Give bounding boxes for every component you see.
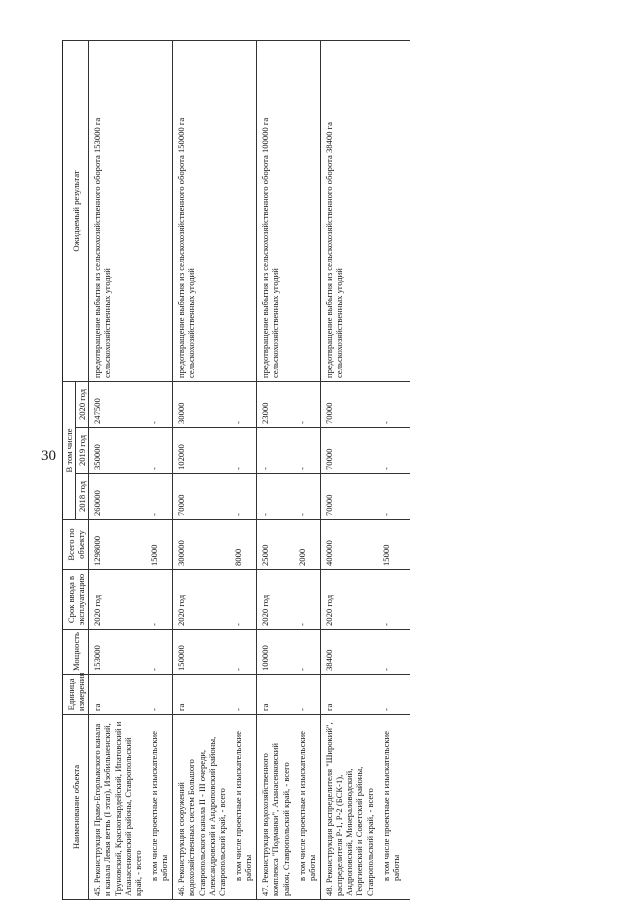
unit-cell: - xyxy=(378,675,404,715)
object-name: 48. Реконструкция распределителя "Широкий", распределителя Р-1, Р-2 (БСК-1), Андроповский, Минераловодский, Георгиевский и Советский районы, Ставропольский край, - всего xyxy=(320,715,377,900)
capacity-cell: 38400 xyxy=(320,630,377,675)
object-name: 47. Реконструкция водохозяйственного комплекса "Подманки", Апанасенковский район, Ставропольский край, - всего xyxy=(257,715,294,900)
header-2020: 2020 год xyxy=(76,382,89,428)
capacity-cell: 150000 xyxy=(173,630,230,675)
object-name: в том числе проектные и изыскательские работы xyxy=(146,715,173,900)
table-row xyxy=(320,41,377,900)
table-row xyxy=(173,41,230,900)
object-name: в том числе проектные и изыскательские работы xyxy=(378,715,404,900)
y2019-cell: - xyxy=(146,428,173,474)
y2020-cell: - xyxy=(146,382,173,428)
total-cell: 15000 xyxy=(146,520,173,570)
unit-cell: - xyxy=(294,675,321,715)
y2019-cell: - xyxy=(378,428,404,474)
total-cell: 1298000 xyxy=(89,520,146,570)
object-name: в том числе проектные и изыскательские работы xyxy=(294,715,321,900)
unit-cell: - xyxy=(146,675,173,715)
capacity-cell: 100000 xyxy=(257,630,294,675)
header-name: Наименование объекта xyxy=(63,715,89,900)
y2019-cell: 102000 xyxy=(173,428,230,474)
deadline-cell: - xyxy=(378,570,404,630)
unit-cell: га xyxy=(320,675,377,715)
y2018-cell: 260000 xyxy=(89,474,146,520)
result-cell: предотвращение выбытия из сельскохозяйственного оборота 150000 га сельскохозяйственных угодий xyxy=(173,41,230,382)
total-cell: 25000 xyxy=(257,520,294,570)
capacity-cell: - xyxy=(294,630,321,675)
capacity-cell: - xyxy=(378,630,404,675)
object-name: в том числе проектные и изыскательские работы xyxy=(230,715,257,900)
y2018-cell: - xyxy=(230,474,257,520)
y2019-cell: 350000 xyxy=(89,428,146,474)
y2019-cell: 70000 xyxy=(320,428,377,474)
object-name: 46. Реконструкция сооружений водохозяйственных систем Большого Ставропольского канала II - III очереди, Александровский и Андроповский районы, Ставропольский край, - всего xyxy=(173,715,230,900)
rotated-table-sheet xyxy=(62,40,637,900)
result-cell: предотвращение выбытия из сельскохозяйственного оборота 153000 га сельскохозяйственных угодий xyxy=(89,41,146,382)
y2018-cell: - xyxy=(146,474,173,520)
deadline-cell: - xyxy=(294,570,321,630)
y2018-cell: - xyxy=(294,474,321,520)
header-total: Всего по объекту xyxy=(63,520,89,570)
deadline-cell: - xyxy=(230,570,257,630)
deadline-cell: 2020 год xyxy=(257,570,294,630)
total-cell: 15000 xyxy=(378,520,404,570)
unit-cell: га xyxy=(89,675,146,715)
header-2018: 2018 год xyxy=(76,474,89,520)
result-cell xyxy=(294,41,321,382)
header-2019: 2019 год xyxy=(76,428,89,474)
table-row xyxy=(89,41,146,900)
header-including: В том числе xyxy=(63,382,76,520)
deadline-cell: 2020 год xyxy=(173,570,230,630)
result-cell: предотвращение выбытия из сельскохозяйственного оборота 100000 га сельскохозяйственных угодий xyxy=(257,41,294,382)
table-row xyxy=(257,41,294,900)
y2020-cell: 70000 xyxy=(320,382,377,428)
result-cell xyxy=(378,41,404,382)
y2020-cell: - xyxy=(230,382,257,428)
result-cell: предотвращение выбытия из сельскохозяйственного оборота 38400 га сельскохозяйственных угодий xyxy=(320,41,377,382)
y2019-cell: - xyxy=(230,428,257,474)
deadline-cell: 2020 год xyxy=(320,570,377,630)
header-unit: Единица измерения xyxy=(63,675,89,715)
y2020-cell: 30000 xyxy=(173,382,230,428)
result-cell xyxy=(146,41,173,382)
y2020-cell: - xyxy=(378,382,404,428)
table-row xyxy=(294,41,321,900)
table-row xyxy=(378,41,404,900)
capacity-cell: 153000 xyxy=(89,630,146,675)
total-cell: 400000 xyxy=(320,520,377,570)
object-name: 45. Реконструкция Право-Егорлыкского канала и канала Левая ветвь (I этап), Изобильненский, Труновский, Красногвардейский, Ипатовский и Апанасенковский районы, Ставропольский край, - всего xyxy=(89,715,146,900)
y2020-cell: 23000 xyxy=(257,382,294,428)
result-cell xyxy=(230,41,257,382)
unit-cell: га xyxy=(173,675,230,715)
total-cell: 300000 xyxy=(173,520,230,570)
y2018-cell: - xyxy=(257,474,294,520)
page-number: 30 xyxy=(41,448,56,464)
total-cell: 2000 xyxy=(294,520,321,570)
investment-table xyxy=(62,40,410,900)
capacity-cell: - xyxy=(146,630,173,675)
y2020-cell: 247500 xyxy=(89,382,146,428)
y2019-cell: - xyxy=(294,428,321,474)
y2019-cell: - xyxy=(257,428,294,474)
table-row xyxy=(146,41,173,900)
deadline-cell: - xyxy=(146,570,173,630)
header-result: Ожидаемый результат xyxy=(63,41,89,382)
y2018-cell: 70000 xyxy=(173,474,230,520)
header-capacity: Мощность xyxy=(63,630,89,675)
capacity-cell: - xyxy=(230,630,257,675)
deadline-cell: 2020 год xyxy=(89,570,146,630)
table-row xyxy=(230,41,257,900)
y2020-cell: - xyxy=(294,382,321,428)
unit-cell: га xyxy=(257,675,294,715)
unit-cell: - xyxy=(230,675,257,715)
y2018-cell: 70000 xyxy=(320,474,377,520)
y2018-cell: - xyxy=(378,474,404,520)
total-cell: 8000 xyxy=(230,520,257,570)
table-bottom-spacer xyxy=(404,41,410,900)
header-deadline: Срок ввода в эксплуатацию xyxy=(63,570,89,630)
